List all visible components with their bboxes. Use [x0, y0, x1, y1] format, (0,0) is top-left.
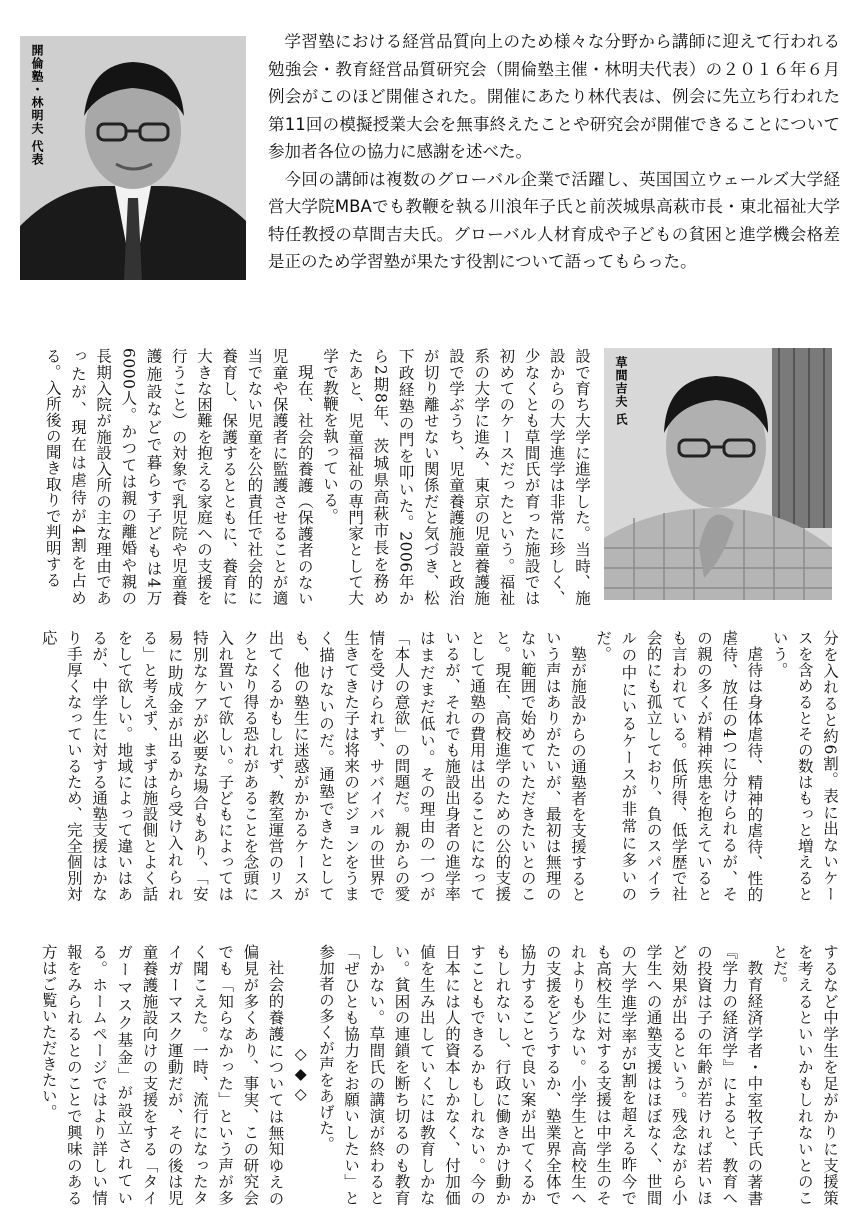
- article-paragraph: 教育経済学者・中室牧子氏の著書『学力の経済学』によると、教育への投資は子の年齢が若ければ若いほど効果が出るという。残念ながら小学生への通塾支援はほぼなく、世間の大学進学率が5割を超える昨今でも高校生に対する支援は中学生のそれよりも少ない。小学生と高校生への支援をどうするか、塾業界全体で協力することで良い案が出てくるかもしれないし、行政に働きかけ動かすこともできるかもしれない。今の日本には人的資本しかなく、付加価値を生み出していくには教育しかない。貧困の連鎖を断ち切るのも教育しかない。草間氏の講演が終わると「ぜひとも協力をお願いしたい」と参加者の多くが声をあげた。: [316, 944, 764, 1206]
- article-paragraph: 現在、社会的養護（保護者のない児童や保護者に監護させることが適当でない児童を公的責任で社会的に養育し、保護するとともに、養育に大きな困難を抱える家庭への支援を行うこと）の対象で乳児院や児童養護施設などで暮らす子どもは4万6000人。かつては親の離婚や親の長期入院が施設入所の主な理由であったが、現在は虐待が4割を占める。入所後の聞き取りで判明する: [43, 348, 314, 606]
- section-divider: ◇◆◇: [291, 1045, 310, 1105]
- article-paragraph: 社会的養護については無知ゆえの偏見が多くあり、事実、この研究会でも「知らなかった」という声が多く聞こえた。一時、流行になったタイガーマスク運動だが、その後は児童養護施設向けの支援をする「タイガーマスク基金」が設立されている。ホームページではより詳しい情報をみられるとのことで興味のある方はご覧いただきたい。: [39, 944, 285, 1206]
- article-paragraph: 虐待は身体虐待、精神的虐待、性的虐待、放任の4つに分けられるが、その親の多くが精神疾患を抱えているとも言われている。低所得、低学歴で社会的にも孤立しており、負のスパイラルの中にいるケースが非常に多いのだ。: [594, 630, 764, 902]
- article-column-2: [39, 630, 842, 902]
- article-paragraph: 設で育ち大学に進学した。当時、施設からの大学進学は非常に珍しく、少なくとも草間氏が育った施設では初めてのケースだったという。福祉系の大学に進み、東京の児童養護施設で学ぶうち、児童養護施設と政治が切り離せない関係だと気づき、松下政経塾の門を叩いた。2006年から2期8年、茨城県高萩市長を務めたあと、児童福祉の専門家として大学で教鞭を執っている。: [320, 348, 591, 606]
- article-column-1: [43, 348, 594, 606]
- article-column-3: [39, 944, 842, 1206]
- article-paragraph: 塾が施設からの通塾者を支援するという声はありがたいが、最初は無理のない範囲で始めていただきたいとのこと。現在、高校進学のための公的支援として通塾の費用は出ることになっているが、それでも施設出身者の進学率はまだまだ低い。その理由の一つが「本人の意欲」の問題だ。親からの愛情を受けられず、サバイバルの世界で生きてきた子は将来のビジョンをうまく描けないのだ。通塾できたとしても、他の塾生に迷惑がかかるケースが出てくるかもしれず、教室運営のリスクとなり得る恐れがあることを念頭に入れ置いて欲しい。子どもによっては特別なケアが必要な場合もあり、「安易に助成金が出るから受け入れられる」と考えず、まずは施設側とよく話をして欲しい。地域によって違いはあるが、中学生に対する通塾支援はかなり手厚くなっているため、完全個別対応: [39, 630, 587, 902]
- lead-paragraph: 今回の講師は複数のグローバル企業で活躍し、英国国立ウェールズ大学経営大学院MBAでも教鞭を執る川浪年子氏と前茨城県高萩市長・東北福祉大学特任教授の草間吉夫氏。グローバル人材育成や子どもの貧困と進学機会格差是正のため学習塾が果たす役割について語ってもらった。: [268, 169, 840, 271]
- person-silhouette-icon: [604, 348, 832, 600]
- lead-paragraph: 学習塾における経営品質向上のため様々な分野から講師に迎えて行われる勉強会・教育経営品質研究会（開倫塾主催・林明夫代表）の２０１６年６月例会がこのほど開催された。開催にあたり林代表は、例会に先立ち行われた第11回の模擬授業大会を無事終えたことや研究会が開催できることについて参加者各位の協力に感謝を述べた。: [268, 32, 840, 161]
- person-silhouette-icon: [20, 36, 246, 280]
- lin-caption: 開倫塾・林明夫 代表: [30, 44, 44, 167]
- article-paragraph: するなど中学生を足がかりに支援策を考えるといいかもしれないとのことだ。: [770, 944, 839, 1206]
- lead-text: [268, 28, 840, 276]
- kusama-photo: [604, 348, 832, 600]
- lin-photo: [20, 36, 246, 280]
- article-paragraph: 分を入れると約6割。表に出ないケースを含めるとその数はもっと増えるという。: [770, 630, 839, 902]
- kusama-caption: 草間吉夫 氏: [614, 356, 628, 427]
